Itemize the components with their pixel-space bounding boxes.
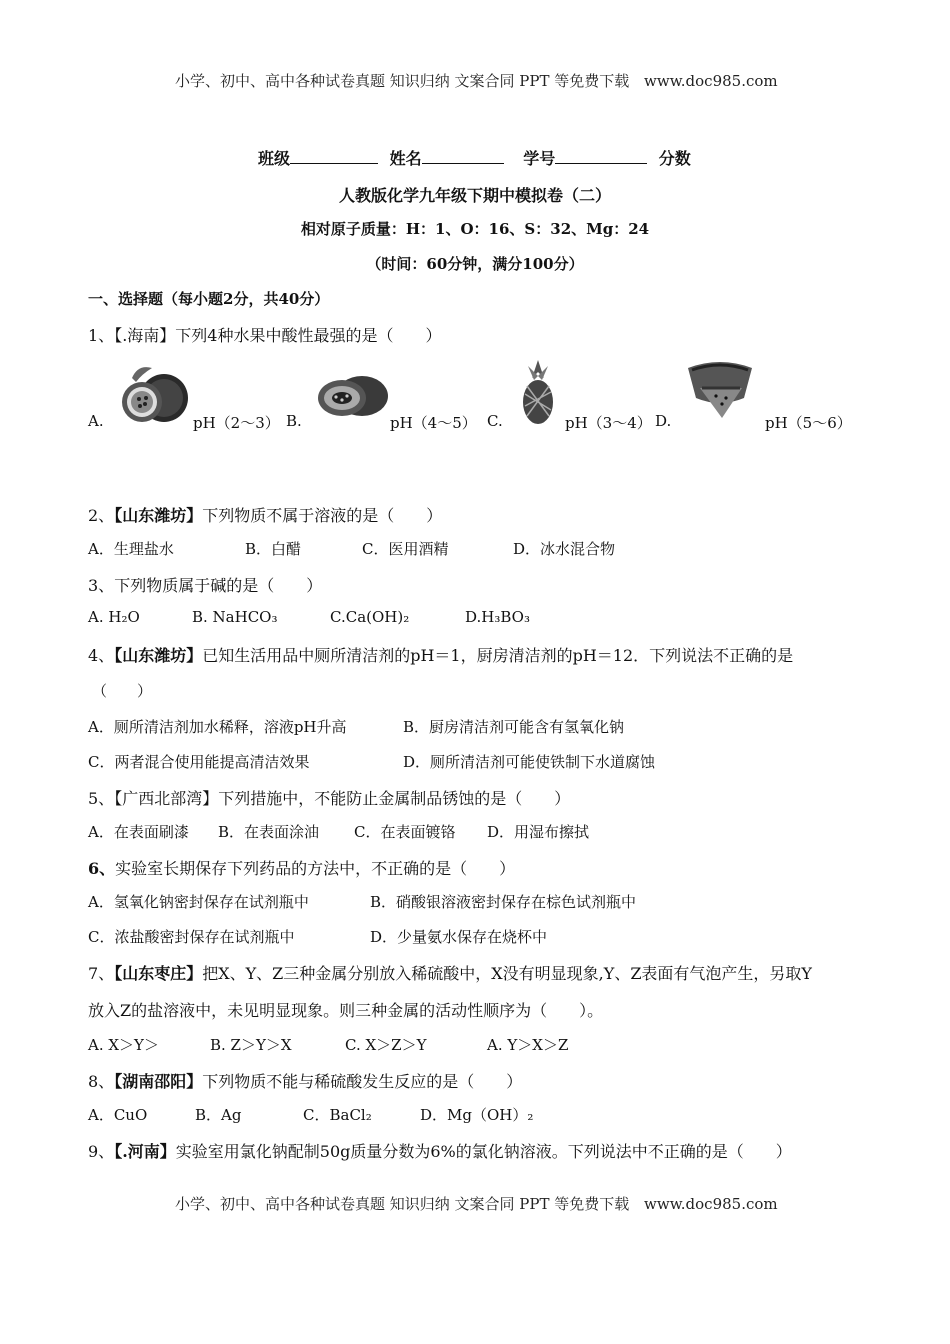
- q4-option-d[interactable]: D．厕所清洁剂可能使铁制下水道腐蚀: [403, 753, 656, 771]
- q4-option-b[interactable]: B．厨房清洁剂可能含有氢氧化钠: [403, 718, 625, 736]
- q1-option-d-ph: pH（5～6）: [765, 414, 852, 432]
- q6-text: 实验室长期保存下列药品的方法中，不正确的是（ ）: [115, 859, 516, 878]
- info-line: [258, 146, 691, 169]
- q2-option-c[interactable]: C．医用酒精: [362, 540, 449, 558]
- time-info: （时间：60分钟，满分100分）: [366, 255, 584, 273]
- name-field[interactable]: [422, 149, 504, 164]
- q5-number: 5、: [88, 789, 115, 808]
- q1-option-a-ph: pH（2～3）: [193, 414, 280, 432]
- q5-option-c[interactable]: C．在表面镀铬: [354, 823, 456, 841]
- question-5: [88, 786, 570, 809]
- question-1: [88, 323, 441, 346]
- question-3: [88, 573, 322, 596]
- q9-tag: 【.河南】: [114, 1142, 176, 1161]
- footer-banner: 小学、初中、高中各种试卷真题 知识归纳 文案合同 PPT 等免费下载: [175, 1195, 630, 1213]
- q5-option-a[interactable]: A．在表面刷漆: [88, 823, 189, 841]
- q3-option-b[interactable]: B. NaHCO₃: [192, 608, 278, 626]
- q1-option-d-letter[interactable]: D.: [655, 412, 672, 430]
- q1-text: 下列4种水果中酸性最强的是（ ）: [175, 326, 442, 345]
- q4-text: 已知生活用品中厕所清洁剂的pH＝1，厨房清洁剂的pH＝12．下列说法不正确的是: [202, 646, 794, 665]
- q7-text: 把X、Y、Z三种金属分别放入稀硫酸中，X没有明显现象,Y、Z表面有气泡产生，另取Y: [202, 964, 812, 983]
- class-field[interactable]: [290, 149, 378, 164]
- id-field[interactable]: [555, 149, 647, 164]
- q6-option-c[interactable]: C．浓盐酸密封保存在试剂瓶中: [88, 928, 295, 946]
- q6-number: 6、: [88, 859, 116, 878]
- q5-text: 下列措施中，不能防止金属制品锈蚀的是（ ）: [218, 789, 571, 808]
- class-label: 班级: [258, 149, 291, 168]
- q2-tag: 【山东潍坊】: [114, 506, 203, 525]
- q7-number: 7、: [88, 964, 115, 983]
- q1-option-b-ph: pH（4～5）: [390, 414, 477, 432]
- q2-text: 下列物质不属于溶液的是（ ）: [202, 506, 443, 525]
- q7-option-b[interactable]: B. Z＞Y＞X: [210, 1036, 292, 1054]
- q5-option-b[interactable]: B．在表面涂油: [218, 823, 320, 841]
- footer-site-link[interactable]: www.doc985.com: [644, 1195, 778, 1213]
- question-2: [88, 503, 442, 526]
- q3-option-c[interactable]: C.Ca(OH)₂: [330, 608, 410, 626]
- q1-option-c-ph: pH（3～4）: [565, 414, 652, 432]
- q6-option-a[interactable]: A．氢氧化钠密封保存在试剂瓶中: [88, 893, 309, 911]
- q8-number: 8、: [88, 1072, 115, 1091]
- watermelon-image: [682, 358, 758, 420]
- name-label: 姓名: [389, 149, 422, 168]
- q8-text: 下列物质不能与稀硫酸发生反应的是（ ）: [202, 1072, 523, 1091]
- page-footer: [175, 1193, 778, 1214]
- q7-tag: 【山东枣庄】: [114, 964, 203, 983]
- papaya-image: [312, 362, 392, 424]
- page-title: 人教版化学九年级下期中模拟卷（二）: [338, 186, 611, 205]
- q8-option-b[interactable]: B．Ag: [195, 1106, 242, 1124]
- q2-option-b[interactable]: B．白醋: [245, 540, 302, 558]
- q9-text: 实验室用氯化钠配制50g质量分数为6%的氯化钠溶液。下列说法中不正确的是（ ）: [175, 1142, 792, 1161]
- q4-answer-paren: （ ）: [92, 682, 153, 700]
- q8-option-c[interactable]: C．BaCl₂: [303, 1106, 372, 1124]
- q4-option-c[interactable]: C．两者混合使用能提高清洁效果: [88, 753, 310, 771]
- q3-text: 下列物质属于碱的是（ ）: [114, 576, 323, 595]
- q4-option-a[interactable]: A．厕所清洁剂加水稀释，溶液pH升高: [88, 718, 347, 736]
- q5-tag: 【广西北部湾】: [114, 789, 219, 808]
- q1-option-c-letter[interactable]: C.: [487, 412, 503, 430]
- passion-fruit-image: [112, 358, 190, 428]
- q2-option-d[interactable]: D．冰水混合物: [513, 540, 616, 558]
- q8-option-a[interactable]: A．CuO: [88, 1106, 148, 1124]
- q3-number: 3、: [88, 576, 115, 595]
- page-header: [175, 70, 778, 91]
- q5-option-d[interactable]: D．用湿布擦拭: [487, 823, 590, 841]
- q1-option-b-letter[interactable]: B.: [286, 412, 302, 430]
- question-8: [88, 1069, 522, 1092]
- q7-option-c[interactable]: C. X＞Z＞Y: [345, 1036, 427, 1054]
- q6-option-d[interactable]: D．少量氨水保存在烧杯中: [370, 928, 548, 946]
- question-7: [88, 961, 812, 984]
- q3-option-d[interactable]: D.H₃BO₃: [465, 608, 530, 626]
- question-6: [88, 856, 515, 879]
- pineapple-image: [516, 358, 560, 428]
- section-heading: 一、选择题（每小题2分，共40分）: [88, 290, 330, 308]
- q3-option-a[interactable]: A. H₂O: [88, 608, 140, 626]
- q4-tag: 【山东潍坊】: [114, 646, 203, 665]
- question-7-cont: 放入Z的盐溶液中，未见明显现象。则三种金属的活动性顺序为（ ）。: [88, 1001, 604, 1020]
- id-label: 学号: [523, 149, 556, 168]
- q1-tag: 【.海南】: [114, 326, 176, 345]
- q7-option-a[interactable]: A. X＞Y＞: [88, 1036, 159, 1054]
- question-4: [88, 643, 793, 666]
- header-banner: 小学、初中、高中各种试卷真题 知识归纳 文案合同 PPT 等免费下载: [175, 72, 630, 90]
- q2-number: 2、: [88, 506, 115, 525]
- question-9: [88, 1139, 792, 1162]
- q1-number: 1、: [88, 326, 115, 345]
- q2-option-a[interactable]: A．生理盐水: [88, 540, 174, 558]
- score-label: 分数: [658, 149, 691, 168]
- q4-number: 4、: [88, 646, 115, 665]
- q7-option-d[interactable]: A. Y＞X＞Z: [487, 1036, 569, 1054]
- q8-tag: 【湖南邵阳】: [114, 1072, 203, 1091]
- atomic-mass-line: 相对原子质量：H：1、O：16、S：32、Mg：24: [300, 220, 650, 238]
- header-site-link[interactable]: www.doc985.com: [644, 72, 778, 90]
- q8-option-d[interactable]: D．Mg（OH）₂: [420, 1106, 534, 1124]
- q1-option-a-letter[interactable]: A.: [88, 412, 104, 430]
- q6-option-b[interactable]: B．硝酸银溶液密封保存在棕色试剂瓶中: [370, 893, 637, 911]
- q9-number: 9、: [88, 1142, 115, 1161]
